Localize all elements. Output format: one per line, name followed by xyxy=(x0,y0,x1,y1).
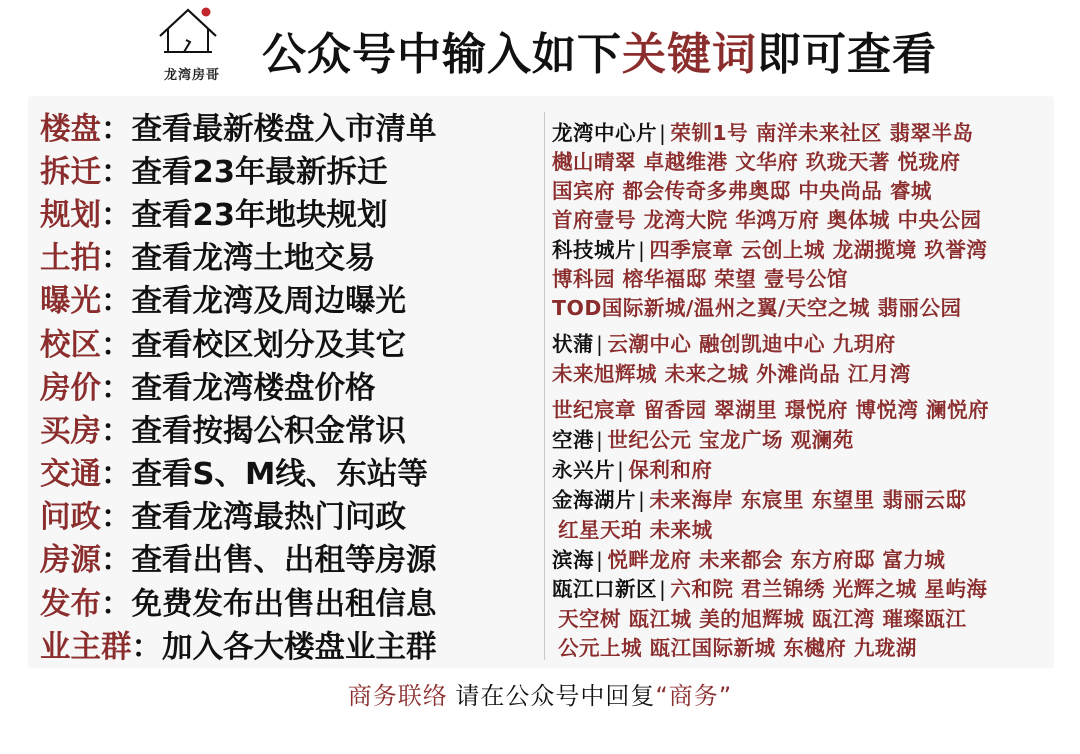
separator: ： xyxy=(101,111,132,147)
keyword: 楼盘 xyxy=(40,111,101,147)
keyword-description: 查看23年最新拆迁 xyxy=(131,154,388,190)
area-bar: | xyxy=(596,428,604,452)
footer xyxy=(0,676,1080,720)
area-name: 科技城片 xyxy=(552,238,636,262)
project-line: 樾山晴翠 卓越维港 文华府 玖珑天著 悦珑府 xyxy=(552,150,961,174)
keyword: 交通 xyxy=(40,457,101,493)
title-highlight: 关键词 xyxy=(622,29,757,80)
project-list: 悦畔龙府 未来都会 东方府邸 富力城 xyxy=(607,548,946,572)
project-list: 四季宸章 云创上城 龙湖揽境 玖誉湾 xyxy=(649,238,988,262)
project-line: 未来旭辉城 未来之城 外滩尚品 江月湾 xyxy=(552,362,911,386)
keyword: 房价 xyxy=(40,370,101,406)
logo-text: 龙湾房哥 xyxy=(163,68,220,83)
keyword-description: 查看出售、出租等房源 xyxy=(131,543,437,579)
area-line xyxy=(552,116,973,146)
separator: ： xyxy=(101,197,132,233)
keyword: 土拍 xyxy=(40,241,101,277)
keyword-description: 查看23年地块规划 xyxy=(131,197,388,233)
keyword-row xyxy=(40,450,540,493)
area-line xyxy=(552,233,987,263)
area-bar: | xyxy=(596,332,604,356)
separator: ： xyxy=(131,629,162,665)
keyword-row xyxy=(40,234,540,277)
separator: ： xyxy=(101,284,132,320)
keyword: 问政 xyxy=(40,500,101,536)
keyword-row xyxy=(40,147,540,190)
keyword-row xyxy=(40,320,540,363)
keyword-row xyxy=(40,493,540,536)
area-line xyxy=(552,543,945,573)
house-logo-icon xyxy=(150,4,234,88)
project-list: 六和院 君兰锦绣 光辉之城 星屿海 xyxy=(670,577,988,601)
footer-contact: 商务联络 xyxy=(347,682,448,710)
project-line: 首府壹号 龙湾大院 华鸿万府 奥体城 中央公园 xyxy=(552,208,982,232)
keyword: 业主群 xyxy=(40,629,132,665)
project-line: 红星天珀 未来城 xyxy=(558,518,713,542)
area-line xyxy=(552,483,966,513)
keyword-description: 查看S、M线、东站等 xyxy=(131,457,428,493)
separator: ： xyxy=(101,586,132,622)
area-name: 状蒲 xyxy=(552,332,594,356)
area-name: 空港 xyxy=(552,428,594,452)
title-prefix: 公众号中输入如下 xyxy=(262,29,622,80)
separator: ： xyxy=(101,457,132,493)
keyword: 拆迁 xyxy=(40,154,101,190)
area-bar: | xyxy=(638,488,646,512)
header xyxy=(0,0,1080,92)
keyword-row xyxy=(40,406,540,449)
keyword-row xyxy=(40,190,540,233)
area-bar: | xyxy=(617,458,625,482)
keyword-description: 查看按揭公积金常识 xyxy=(131,413,406,449)
keyword-row xyxy=(40,579,540,622)
keyword: 曝光 xyxy=(40,284,101,320)
project-list: 未来海岸 东宸里 东望里 翡丽云邸 xyxy=(649,488,967,512)
keyword-list xyxy=(40,104,540,665)
footer-instruction: 请在公众号中回复 xyxy=(455,682,656,710)
project-line: TOD国际新城/温州之翼/天空之城 翡丽公园 xyxy=(552,296,962,320)
keyword-description: 加入各大楼盘业主群 xyxy=(162,629,437,665)
keyword-description: 查看最新楼盘入市清单 xyxy=(131,111,437,147)
separator: ： xyxy=(101,154,132,190)
keyword-description: 查看龙湾土地交易 xyxy=(131,241,376,277)
keyword-row xyxy=(40,277,540,320)
keyword-description: 查看龙湾及周边曝光 xyxy=(131,284,406,320)
keyword-description: 查看龙湾楼盘价格 xyxy=(131,370,376,406)
area-name: 瓯江口新区 xyxy=(552,577,657,601)
area-name: 龙湾中心片 xyxy=(552,121,657,145)
title-suffix: 即可查看 xyxy=(757,29,937,80)
area-name: 永兴片 xyxy=(552,458,615,482)
area-line xyxy=(552,423,854,453)
project-line: 世纪宸章 留香园 翠湖里 璟悦府 博悦湾 澜悦府 xyxy=(552,398,990,422)
separator: ： xyxy=(101,500,132,536)
separator: ： xyxy=(101,543,132,579)
project-list: 荣钏1号 南洋未来社区 翡翠半岛 xyxy=(670,121,974,145)
area-line xyxy=(552,453,712,483)
keyword-row xyxy=(40,536,540,579)
area-name: 金海湖片 xyxy=(552,488,636,512)
keyword: 买房 xyxy=(40,413,101,449)
area-bar: | xyxy=(638,238,646,262)
project-line: 天空树 瓯江城 美的旭辉城 瓯江湾 璀璨瓯江 xyxy=(558,607,967,631)
separator: ： xyxy=(101,327,132,363)
keyword-row xyxy=(40,622,540,665)
keyword-description: 查看校区划分及其它 xyxy=(131,327,406,363)
keyword-description: 查看龙湾最热门问政 xyxy=(131,500,406,536)
keyword-description: 免费发布出售出租信息 xyxy=(131,586,437,622)
separator: ： xyxy=(101,413,132,449)
project-list: 保利和府 xyxy=(628,458,713,482)
area-name: 滨海 xyxy=(552,548,594,572)
keyword: 发布 xyxy=(40,586,101,622)
area-line xyxy=(552,327,896,357)
column-divider xyxy=(544,112,545,660)
separator: ： xyxy=(101,241,132,277)
separator: ： xyxy=(101,370,132,406)
keyword: 房源 xyxy=(40,543,101,579)
project-line: 博科园 榕华福邸 荣望 壹号公馆 xyxy=(552,267,848,291)
area-line xyxy=(552,572,987,602)
project-line: 公元上城 瓯江国际新城 东樾府 九珑湖 xyxy=(558,636,917,660)
area-bar: | xyxy=(659,121,667,145)
keyword: 校区 xyxy=(40,327,101,363)
keyword-row xyxy=(40,104,540,147)
project-list: 世纪公元 宝龙广场 观澜苑 xyxy=(607,428,854,452)
area-bar: | xyxy=(596,548,604,572)
page-title xyxy=(262,18,937,82)
project-line: 国宾府 都会传奇多弗奥邸 中央尚品 睿城 xyxy=(552,179,932,203)
keyword-row xyxy=(40,363,540,406)
area-bar: | xyxy=(659,577,667,601)
footer-reply-keyword: “商务” xyxy=(655,682,733,710)
project-list: 云潮中心 融创凯迪中心 九玥府 xyxy=(607,332,896,356)
keyword: 规划 xyxy=(40,197,101,233)
